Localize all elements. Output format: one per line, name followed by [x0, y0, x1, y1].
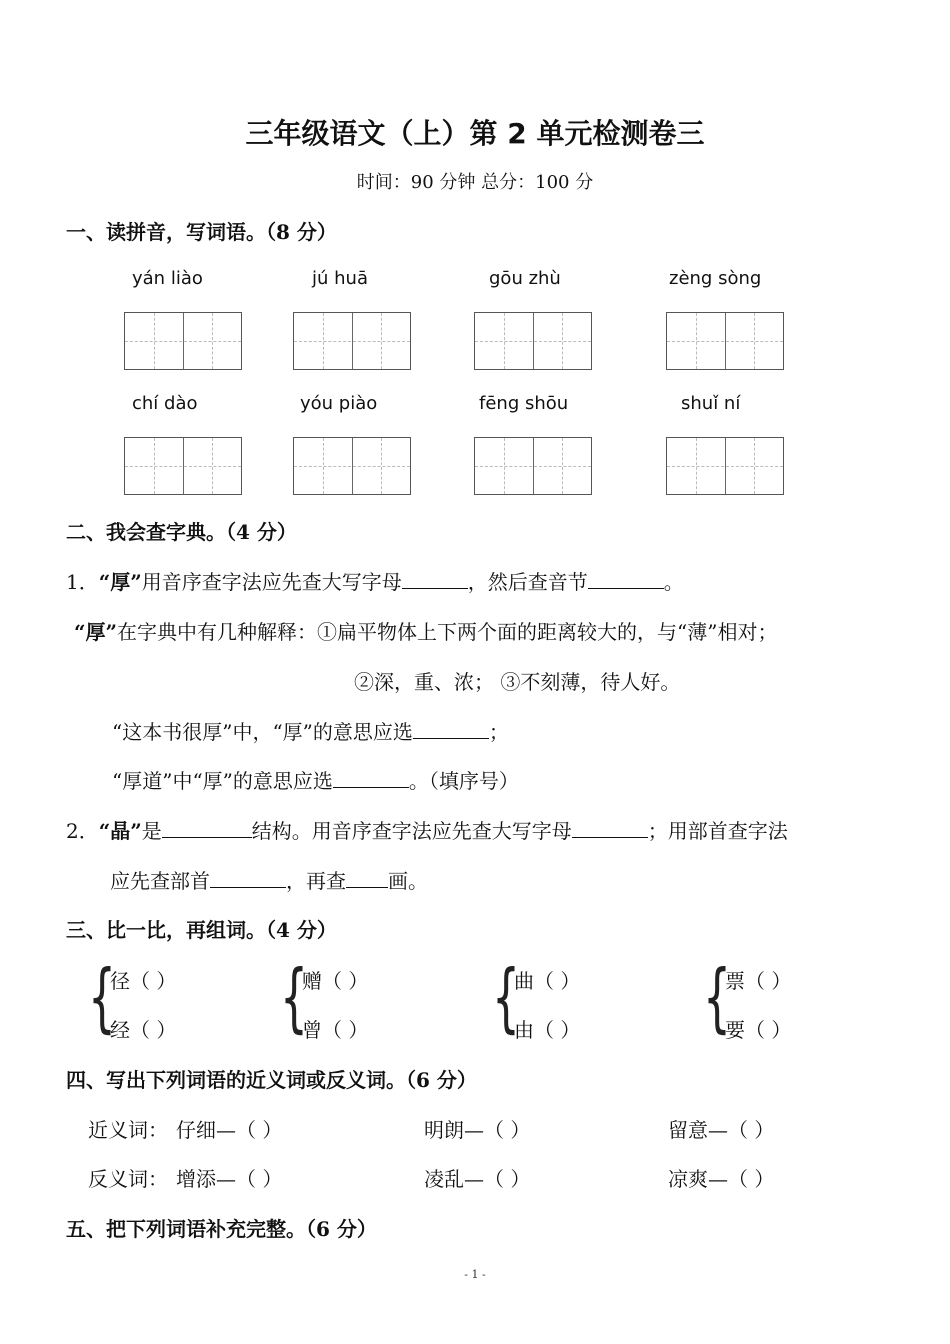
answer-blank[interactable]: [346, 867, 388, 888]
pinyin-5: chí dào: [132, 393, 198, 414]
page-number: - 1 -: [464, 1268, 486, 1281]
compare-word[interactable]: 赠（ ）: [302, 969, 369, 993]
antonym-item[interactable]: 凌乱—（ ）: [424, 1167, 531, 1191]
section-4-heading: 四、写出下列词语的近义词或反义词。（6 分）: [66, 1068, 477, 1092]
compare-word[interactable]: 曲（ ）: [514, 969, 581, 993]
q2-line-7: 应先查部首 ，再查 画。: [110, 869, 428, 893]
pinyin-6: yóu piào: [300, 393, 378, 414]
brace-icon: {: [492, 955, 520, 1042]
section-1-heading: 一、读拼音，写词语。（8 分）: [66, 220, 337, 244]
q2-line-3: ②深，重、浓； ③不刻薄，待人好。: [354, 670, 681, 694]
compare-word[interactable]: 经（ ）: [110, 1018, 177, 1042]
writing-grid[interactable]: [124, 437, 242, 495]
exam-info: 时间：90 分钟 总分：100 分: [356, 172, 594, 193]
brace-icon: {: [703, 955, 731, 1042]
compare-word[interactable]: 径（ ）: [110, 969, 177, 993]
synonym-item[interactable]: 留意—（ ）: [668, 1118, 775, 1142]
pinyin-3: gōu zhù: [489, 268, 561, 289]
compare-word[interactable]: 要（ ）: [725, 1018, 792, 1042]
synonym-item[interactable]: 仔细—（ ）: [176, 1118, 283, 1142]
q2-line-6: 2．“晶”是 结构。用音序查字法应先查大写字母 ；用部首查字法: [66, 819, 788, 843]
pinyin-7: fēng shōu: [479, 393, 569, 414]
answer-blank[interactable]: [333, 767, 409, 788]
synonym-label: 近义词：: [88, 1118, 168, 1142]
antonym-item[interactable]: 凉爽—（ ）: [668, 1167, 775, 1191]
answer-blank[interactable]: [588, 568, 664, 589]
pinyin-4: zèng sòng: [669, 268, 762, 289]
answer-blank[interactable]: [162, 817, 252, 838]
q2-line-5: “厚道”中“厚”的意思应选 。（填序号）: [112, 769, 519, 793]
pinyin-2: jú huā: [312, 268, 368, 289]
writing-grid[interactable]: [666, 437, 784, 495]
writing-grid[interactable]: [666, 312, 784, 370]
answer-blank[interactable]: [402, 568, 468, 589]
writing-grid[interactable]: [474, 312, 592, 370]
q2-line-4: “这本书很厚”中，“厚”的意思应选 ；: [112, 720, 509, 744]
section-2-heading: 二、我会查字典。（4 分）: [66, 520, 297, 544]
section-5-heading: 五、把下列词语补充完整。（6 分）: [66, 1217, 377, 1241]
antonym-label: 反义词：: [88, 1167, 168, 1191]
compare-word[interactable]: 票（ ）: [725, 969, 792, 993]
compare-word[interactable]: 由（ ）: [514, 1018, 581, 1042]
writing-grid[interactable]: [474, 437, 592, 495]
answer-blank[interactable]: [210, 867, 286, 888]
page-title: 三年级语文（上）第 2 单元检测卷三: [245, 117, 705, 150]
q2-line-2: “厚”在字典中有几种解释：①扁平物体上下两个面的距离较大的，与“薄”相对；: [74, 620, 778, 644]
section-3-heading: 三、比一比，再组词。（4 分）: [66, 918, 337, 942]
answer-blank[interactable]: [572, 817, 648, 838]
writing-grid[interactable]: [124, 312, 242, 370]
pinyin-8: shuǐ ní: [681, 393, 741, 414]
compare-word[interactable]: 曾（ ）: [302, 1018, 369, 1042]
q2-line-1: 1．“厚”用音序查字法应先查大写字母 ，然后查音节 。: [66, 570, 684, 594]
writing-grid[interactable]: [293, 312, 411, 370]
brace-icon: {: [280, 955, 308, 1042]
brace-icon: {: [88, 955, 116, 1042]
pinyin-1: yán liào: [132, 268, 203, 289]
synonym-item[interactable]: 明朗—（ ）: [424, 1118, 531, 1142]
antonym-item[interactable]: 增添—（ ）: [176, 1167, 283, 1191]
writing-grid[interactable]: [293, 437, 411, 495]
answer-blank[interactable]: [413, 718, 489, 739]
